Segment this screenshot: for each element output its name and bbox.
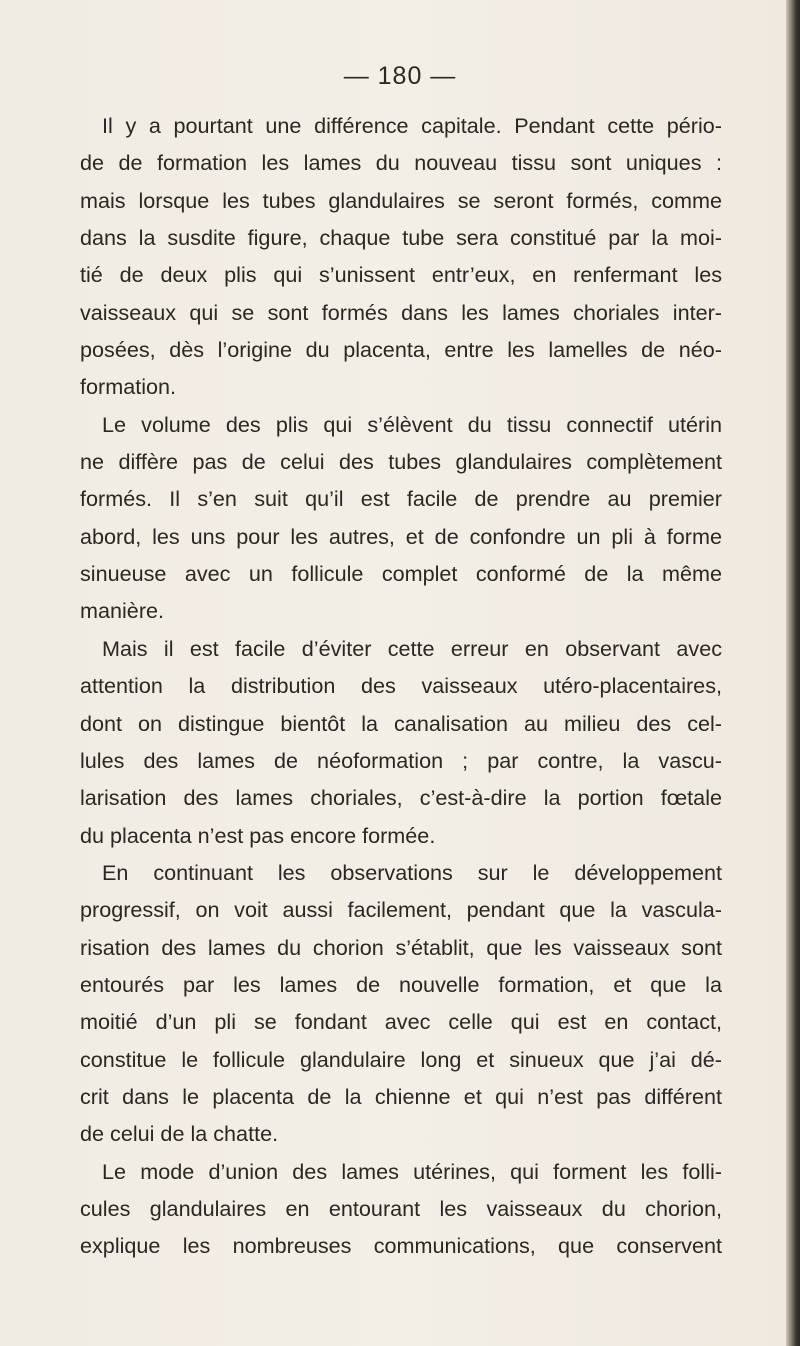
text-line: risation des lames du chorion s’établit, que les vaisseaux sont (80, 934, 722, 960)
text-line: progressif, on voit aussi facilement, pendant que la vascula- (80, 897, 722, 923)
text-line: Il y a pourtant une différence capitale. Pendant cette pério- (102, 113, 722, 138)
text-line: crit dans le placenta de la chienne et qui n’est pas différent (80, 1083, 722, 1109)
text-line: de de formation les lames du nouveau tissu sont uniques : (80, 150, 722, 176)
text-line: cules glandulaires en entourant les vaisseaux du chorion, (80, 1195, 722, 1221)
text-line: formés. Il s’en suit qu’il est facile de prendre au premier (80, 486, 722, 512)
text-line: vaisseaux qui se sont formés dans les lames choriales inter- (80, 299, 722, 325)
text-line: posées, dès l’origine du placenta, entre les lamelles de néo- (80, 337, 722, 363)
text-line: lules des lames de néoformation ; par contre, la vascu- (80, 747, 722, 773)
text-line: ne diffère pas de celui des tubes glandulaires complètement (80, 449, 722, 475)
text-line: sinueuse avec un follicule complet conformé de la même (80, 561, 722, 587)
text-line: explique les nombreuses communications, que conservent (80, 1233, 722, 1259)
page-edge-shadow (786, 0, 800, 1346)
body-text (80, 107, 722, 1265)
text-line: abord, les uns pour les autres, et de confondre un pli à forme (80, 523, 722, 549)
page-number: — 180 — (343, 62, 457, 90)
text-line: Le mode d’union des lames utérines, qui forment les folli- (102, 1158, 722, 1184)
text-line: Le volume des plis qui s’élèvent du tissu connectif utérin (102, 411, 722, 437)
text-line: dont on distingue bientôt la canalisation au milieu des cel- (80, 710, 722, 736)
text-line: Mais il est facile d’éviter cette erreur en observant avec (102, 635, 722, 661)
text-line: En continuant les observations sur le développement (102, 859, 722, 885)
text-line: constitue le follicule glandulaire long et sinueux que j’ai dé- (80, 1046, 722, 1072)
text-line: entourés par les lames de nouvelle formation, et que la (80, 971, 722, 997)
text-line: manière. (80, 598, 165, 624)
text-line: dans la susdite figure, chaque tube sera constitué par la moi- (80, 225, 722, 251)
text-line: mais lorsque les tubes glandulaires se seront formés, comme (80, 187, 722, 213)
text-line: attention la distribution des vaisseaux utéro-placentaires, (80, 673, 722, 699)
text-line: moitié d’un pli se fondant avec celle qui est en contact, (80, 1009, 722, 1035)
text-line: larisation des lames choriales, c’est-à-dire la portion fœtale (80, 785, 722, 811)
text-line: de celui de la chatte. (80, 1121, 279, 1147)
text-line: formation. (80, 374, 177, 400)
text-line: tié de deux plis qui s’unissent entr’eux, en renfermant les (80, 262, 722, 288)
text-line: du placenta n’est pas encore formée. (80, 822, 436, 848)
